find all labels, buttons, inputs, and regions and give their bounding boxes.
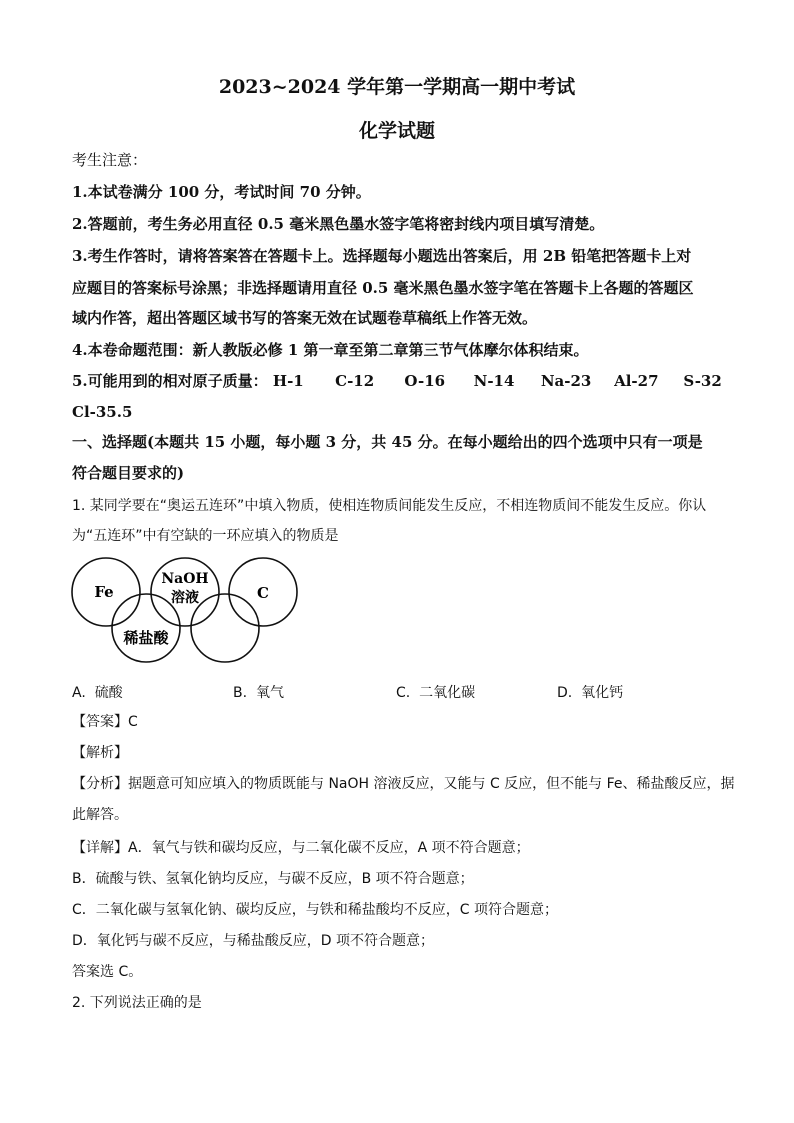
q1-detail-c: C．二氧化碳与氢氧化钠、碳均反应，与铁和稀盐酸均不反应，C 项符合题意；: [72, 902, 558, 918]
atom-mass: C-12: [335, 372, 375, 390]
notice-heading: 考生注意：: [72, 151, 148, 169]
notice-item-4: 4.本卷命题范围：新人教版必修 1 第一章至第二章第三节气体摩尔体积结束。: [72, 341, 589, 359]
q1-option-b[interactable]: [233, 682, 284, 702]
option-text: 硫酸: [94, 685, 123, 701]
atom-mass: H-1: [272, 372, 304, 390]
atom-mass: S-32: [683, 372, 722, 390]
q1-option-d[interactable]: [557, 682, 623, 702]
q1-option-c[interactable]: [396, 682, 475, 702]
atom-mass: Al-27: [614, 372, 659, 390]
q1-fenxi-cont: 此解答。: [72, 807, 128, 823]
exam-title: 2023~2024 学年第一学期高一期中考试: [218, 76, 576, 98]
ring-label-naoh-solution: 溶液: [171, 590, 199, 606]
atomic-masses-line: [72, 371, 732, 391]
option-letter: D.: [557, 685, 573, 701]
q1-option-a[interactable]: [72, 682, 123, 702]
q1-detail-a: 【详解】A．氧气与铁和碳均反应，与二氧化碳不反应，A 项不符合题意；: [72, 840, 530, 856]
option-letter: A.: [72, 685, 86, 701]
atom-mass-overflow: Cl-35.5: [72, 403, 133, 421]
ring-label-naoh: NaOH: [161, 571, 209, 587]
option-text: 氧气: [255, 685, 284, 701]
option-text: 二氧化碳: [419, 685, 476, 701]
ring-empty: [191, 594, 259, 662]
q1-detail-d: D．氧化钙与碳不反应，与稀盐酸反应，D 项不符合题意；: [72, 933, 435, 949]
q1-conclusion: 答案选 C。: [72, 964, 143, 980]
exam-subtitle: 化学试题: [358, 120, 435, 142]
notice-item-1: 1.本试卷满分 100 分，考试时间 70 分钟。: [72, 183, 371, 201]
answer-label: 【答案】: [72, 714, 128, 730]
option-letter: C.: [396, 685, 411, 701]
atom-mass: O-16: [404, 372, 446, 390]
atomic-masses-label: 5.可能用到的相对原子质量：: [72, 372, 268, 390]
notice-item-3: 3.考生作答时，请将答案答在答题卡上。选择题每小题选出答案后，用 2B 铅笔把答题卡上对: [72, 247, 692, 265]
ring-label-c: C: [257, 584, 269, 602]
option-letter: B.: [233, 685, 248, 701]
atom-mass: Na-23: [540, 372, 592, 390]
answer-value: C: [128, 714, 138, 730]
q1-answer: [72, 712, 732, 732]
notice-item-3-cont2: 域内作答，超出答题区域书写的答案无效在试题卷草稿纸上作答无效。: [72, 309, 538, 327]
section-heading: 一、选择题(本题共 15 小题，每小题 3 分，共 45 分。在每小题给出的四个选项中只有一项是: [72, 433, 703, 451]
ring-label-fe: Fe: [94, 583, 114, 601]
q1-stem: 1. 某同学要在“奥运五连环”中填入物质，使相连物质间能发生反应，不相连物质间不能发生反应。你认: [72, 498, 707, 514]
q1-analysis-label: 【解析】: [72, 745, 128, 761]
notice-item-2: 2.答题前，考生务必用直径 0.5 毫米黑色墨水签字笔将密封线内项目填写清楚。: [72, 215, 605, 233]
olympic-rings-diagram: [66, 556, 306, 672]
q1-stem-cont: 为“五连环”中有空缺的一环应填入的物质是: [72, 528, 339, 544]
notice-item-3-cont: 应题目的答案标号涂黑；非选择题请用直径 0.5 毫米黑色墨水签字笔在答题卡上各题的答题区: [72, 279, 694, 297]
option-text: 氧化钙: [581, 685, 624, 701]
atom-mass: N-14: [473, 372, 515, 390]
q1-detail-b: B．硫酸与铁、氢氧化钠均反应，与碳不反应，B 项不符合题意；: [72, 871, 474, 887]
ring-label-hcl: 稀盐酸: [123, 629, 169, 647]
section-heading-cont: 符合题目要求的): [72, 464, 185, 482]
q2-stem: 2. 下列说法正确的是: [72, 995, 202, 1011]
ring-hcl: [112, 594, 180, 662]
q1-fenxi: 【分析】据题意可知应填入的物质既能与 NaOH 溶液反应，又能与 C 反应，但不能与 Fe、稀盐酸反应，据: [72, 776, 735, 792]
